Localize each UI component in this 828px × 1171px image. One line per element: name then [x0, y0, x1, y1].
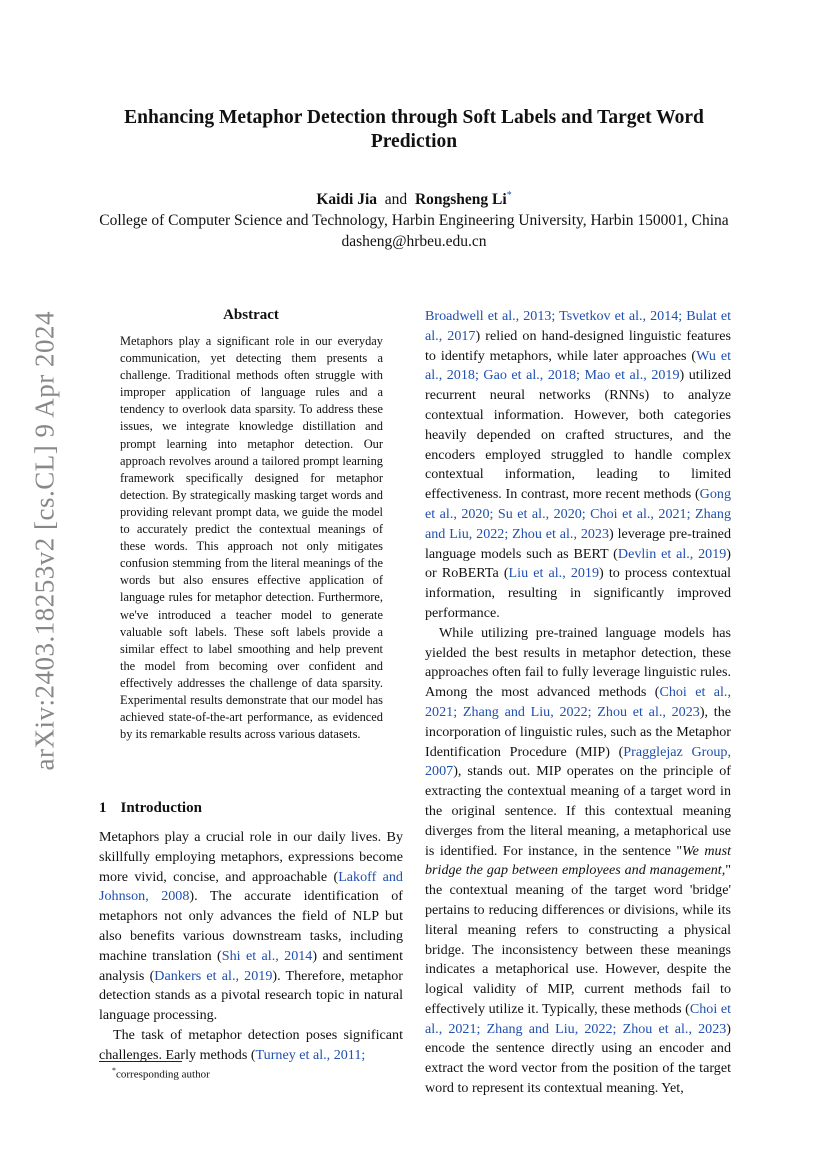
section-number: 1 [99, 800, 107, 816]
footnote-mark: * [112, 1066, 116, 1075]
paragraph: While utilizing pre-trained language models has yielded the best results in metaphor detection, these approaches often fail to fully leverage linguistic rules. Among the most advanced methods (Choi et al., 2021; Zhang and Liu, 2022; Zhou et al., 2023), the incorporation of linguistic rules, such as the Metaphor Identification Procedure (MIP) (Pragglejaz Group, 2007), stands out. MIP operates on the principle of extracting the contextual meaning of a target word in the original sentence. If this contextual meaning diverges from the literal meaning, a metaphorical use is identified. For instance, in the sentence "We must bridge the gap between employees and management," the contextual meaning of the target word 'bridge' pertains to reducing differences or divisions, while its literal meaning refers to constructing a physical bridge. The inconsistency between these meanings indicates a metaphorical use. However, despite the logical validity of MIP, current methods fail to effectively utilize it. Typically, these methods (Choi et al., 2021; Zhang and Liu, 2022; Zhou et al., 2023) encode the sentence directly using an encoder and extract the word vector from the position of the target word to represent its contextual meaning. Yet, [425, 624, 732, 1097]
introduction-body [99, 828, 403, 1066]
citation-link[interactable]: Lakoff and Johnson, 2008 [99, 868, 403, 905]
citation-link[interactable]: Liu et al., 2019 [508, 565, 600, 582]
citation-link[interactable]: Pragglejaz Group, 2007 [425, 743, 731, 780]
citation-link[interactable]: Devlin et al., 2019 [617, 545, 727, 562]
citation-link[interactable]: Gong et al., 2020; Su et al., 2020; Choi et al., 2021; Zhang and Liu, 2022; Zhou et al., 2023 [425, 486, 731, 542]
example-sentence: We must bridge the gap between employees and management, [425, 842, 731, 879]
citation-link[interactable]: Turney et al., 2011; [255, 1046, 366, 1063]
arxiv-identifier: arXiv:2403.18253v2 [cs.CL] 9 Apr 2024 [29, 311, 60, 771]
paragraph: Broadwell et al., 2013; Tsvetkov et al., 2014; Bulat et al., 2017) relied on hand-designed linguistic features to identify metaphors, while later approaches (Wu et al., 2018; Gao et al., 2018; Mao et al., 2019) utilized recurrent neural networks (RNNs) to analyze contextual information. However, both categories heavily depended on crafted structures, and the encoders employed struggled to handle complex contextual information, leading to limited effectiveness. In contrast, more recent methods (Gong et al., 2020; Su et al., 2020; Choi et al., 2021; Zhang and Liu, 2022; Zhou et al., 2023) leverage pre-trained language models such as BERT (Devlin et al., 2019) or RoBERTa (Liu et al., 2019) to process contextual information, resulting in significantly improved performance. [425, 308, 731, 621]
abstract-text: Metaphors play a significant role in our everyday communication, yet detecting them presents a challenge. Traditional methods often struggle with improper application of language rules and a tendency to overlook data sparsity. To address these issues, we integrate knowledge distillation and prompt learning into metaphor detection. Our approach revolves around a tailored prompt learning framework specifically designed for metaphor detection. By strategically masking target words and providing relevant prompt data, we guide the model to accurately predict the contextual meanings of these words. This approach not only mitigates confusion stemming from the literal meanings of the words but also ensures effective application of language rules for metaphor detection. Furthermore, we've introduced a teacher model to generate valuable soft labels. These soft labels provide a similar effect to label smoothing and help prevent the model from becoming over confident and effectively addresses the challenge of data sparsity. Experimental results demonstrate that our model has achieved state-of-the-art performance, as evidenced by its remarkable results across various datasets. [120, 334, 383, 742]
citation-link[interactable]: Choi et al., 2021; Zhang and Liu, 2022; Zhou et al., 2023 [425, 1000, 732, 1037]
citation-link[interactable]: Shi et al., 2014 [221, 947, 313, 964]
paragraph: Metaphors play a crucial role in our daily lives. By skillfully employing metaphors, expressions become more vivid, concise, and approachable (Lakoff and Johnson, 2008). The accurate identification of metaphors not only advances the field of NLP but also benefits various downstream tasks, including machine translation (Shi et al., 2014) and sentiment analysis (Dankers et al., 2019). Therefore, metaphor detection stands as a pivotal research topic in natural language processing. [99, 829, 403, 1024]
footnote-rule [99, 1061, 182, 1062]
citation-link[interactable]: Dankers et al., 2019 [154, 967, 273, 984]
affiliation: College of Computer Science and Technology, Harbin Engineering University, Harbin 150001, China [99, 212, 729, 230]
author-name: Kaidi Jia [316, 191, 378, 209]
section-heading [99, 800, 202, 817]
introduction-continued [425, 307, 731, 1099]
citation-link[interactable]: Broadwell et al., 2013; Tsvetkov et al., 2014; Bulat et al., 2017 [425, 308, 731, 344]
section-title: Introduction [120, 800, 202, 816]
author-line [60, 185, 768, 210]
citation-link[interactable]: Choi et al., 2021; Zhang and Liu, 2022; Zhou et al., 2023 [425, 684, 731, 720]
author-block [60, 185, 768, 252]
footnote-text: corresponding author [116, 1068, 210, 1081]
citation-link[interactable]: Wu et al., 2018; Gao et al., 2018; Mao et al., 2019 [425, 347, 731, 384]
abstract-heading: Abstract [223, 307, 279, 323]
author-conjunction: and [384, 191, 408, 209]
corresponding-mark: * [506, 190, 512, 201]
email: dasheng@hrbeu.edu.cn [341, 233, 487, 251]
paragraph: The task of metaphor detection poses significant challenges. Early methods (Turney et al., 2011; [99, 1026, 403, 1063]
paper-title: Enhancing Metaphor Detection through Soft Labels and Target Word Prediction [124, 107, 704, 152]
footnote [112, 1064, 210, 1082]
author-name: Rongsheng Li [414, 191, 507, 209]
